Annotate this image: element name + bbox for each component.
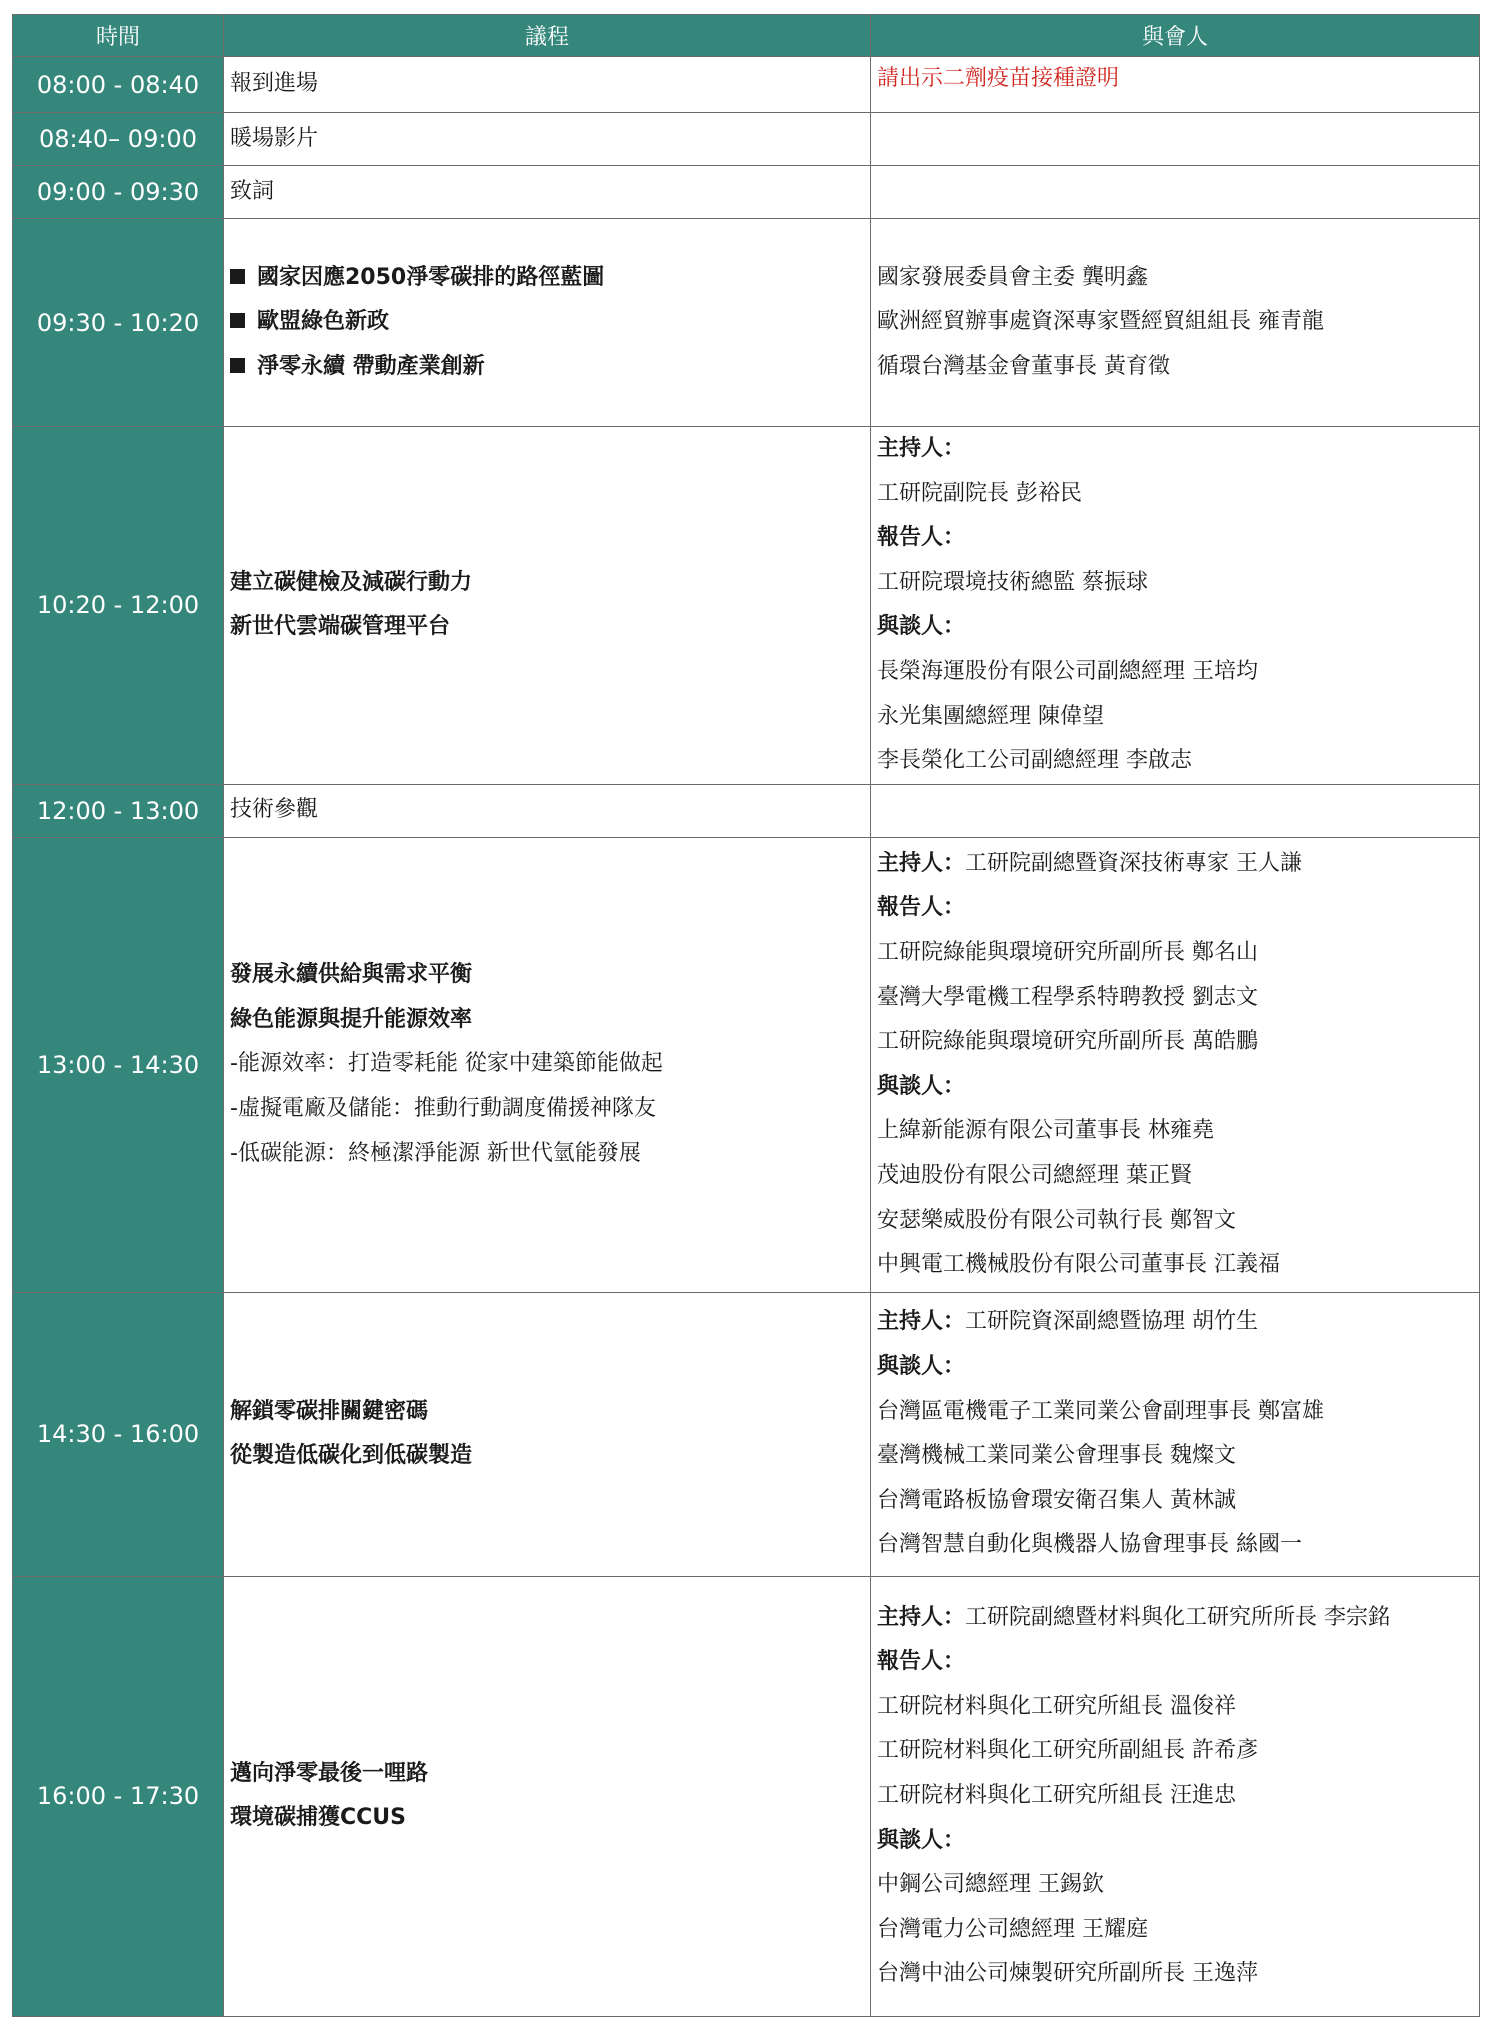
- agenda-cell: [224, 113, 871, 166]
- participants-cell: [871, 113, 1480, 166]
- agenda-cell: [224, 57, 871, 113]
- participant-line: [877, 1479, 1473, 1524]
- line-text: 邁向淨零最後一哩路: [230, 1760, 429, 1786]
- line-text: 上緯新能源有限公司董事長 林雍堯: [877, 1118, 1214, 1144]
- participant-line: [877, 1390, 1473, 1435]
- participants-cell: [871, 166, 1480, 219]
- participant-line: [877, 739, 1473, 784]
- time-cell: 09:00 - 09:30: [13, 166, 224, 219]
- line-text: 工研院副總暨材料與化工研究所所長 李宗銘: [965, 1604, 1391, 1630]
- agenda-item: [230, 561, 864, 606]
- square-bullet-icon: [230, 269, 245, 284]
- time-cell: 08:40– 09:00: [13, 113, 224, 166]
- participant-line: [877, 1065, 1473, 1110]
- time-cell: 09:30 - 10:20: [13, 219, 224, 427]
- agenda-item: [230, 1752, 864, 1797]
- line-text: 發展永續供給與需求平衡: [230, 962, 473, 988]
- agenda-cell: [224, 219, 871, 427]
- participant-line: [877, 1243, 1473, 1288]
- agenda-item: [230, 1132, 864, 1177]
- line-text: 與談人：: [877, 614, 966, 640]
- line-text: 歐洲經貿辦事處資深專家暨經貿組組長 雍青龍: [877, 309, 1324, 335]
- line-text: 國家發展委員會主委 龔明鑫: [877, 264, 1148, 290]
- participant-line: [877, 1109, 1473, 1154]
- agenda-item: [230, 605, 864, 650]
- participant-line: [877, 1774, 1473, 1819]
- participants-cell: [871, 57, 1480, 113]
- line-text: 工研院綠能與環境研究所副所長 萬皓鵬: [877, 1029, 1258, 1055]
- line-text: 工研院材料與化工研究所副組長 許希彥: [877, 1738, 1258, 1764]
- participant-line: [877, 1020, 1473, 1065]
- participant-line: [877, 1523, 1473, 1568]
- agenda-item: [230, 300, 864, 345]
- line-text: 國家因應2050淨零碳排的路徑藍圖: [257, 264, 605, 290]
- line-text: 中興電工機械股份有限公司董事長 江義福: [877, 1252, 1280, 1278]
- participants-cell: [871, 784, 1480, 837]
- table-row: [13, 1292, 1480, 1576]
- line-text: 工研院材料與化工研究所組長 溫俊祥: [877, 1693, 1236, 1719]
- line-text: 與談人：: [877, 1827, 966, 1853]
- line-text: 報告人：: [877, 1649, 966, 1675]
- participant-line: [877, 516, 1473, 561]
- line-text: 技術參觀: [230, 797, 319, 823]
- participant-line: [877, 427, 1473, 472]
- line-text: 解鎖零碳排關鍵密碼: [230, 1398, 429, 1424]
- agenda-item: [230, 256, 864, 301]
- table-row: [13, 57, 1480, 113]
- table-row: [13, 427, 1480, 785]
- line-text: 永光集團總經理 陳偉望: [877, 703, 1104, 729]
- line-text: 報告人：: [877, 525, 966, 551]
- time-cell: 12:00 - 13:00: [13, 784, 224, 837]
- agenda-cell: [224, 837, 871, 1292]
- line-text: 與談人：: [877, 1354, 966, 1380]
- line-text: 台灣電路板協會環安衛召集人 黃林誠: [877, 1487, 1236, 1513]
- table-row: [13, 837, 1480, 1292]
- participants-cell: [871, 427, 1480, 785]
- table-row: [13, 219, 1480, 427]
- participant-line: [877, 695, 1473, 740]
- line-text: 建立碳健檢及減碳行動力: [230, 569, 473, 595]
- line-text: -低碳能源：終極潔淨能源 新世代氫能發展: [230, 1140, 641, 1166]
- line-text: 茂迪股份有限公司總經理 葉正賢: [877, 1162, 1192, 1188]
- participant-line: [877, 1154, 1473, 1199]
- participant-line: [877, 300, 1473, 345]
- line-text: -虛擬電廠及儲能：推動行動調度備援神隊友: [230, 1096, 656, 1122]
- agenda-item: [230, 170, 864, 215]
- table-row: [13, 1576, 1480, 2016]
- participant-line: [877, 1199, 1473, 1244]
- participants-cell: [871, 1292, 1480, 1576]
- participant-line: [877, 886, 1473, 931]
- line-text: 暖場影片: [230, 125, 319, 151]
- line-text: 新世代雲端碳管理平台: [230, 614, 451, 640]
- line-text: 工研院資深副總暨協理 胡竹生: [965, 1309, 1259, 1335]
- participants-cell: [871, 837, 1480, 1292]
- participant-line: [877, 650, 1473, 695]
- line-text: 工研院綠能與環境研究所副所長 鄭名山: [877, 939, 1258, 965]
- line-text: 李長榮化工公司副總經理 李啟志: [877, 748, 1192, 774]
- line-text: 環境碳捕獲CCUS: [230, 1805, 407, 1831]
- participant-line: [877, 472, 1473, 517]
- table-row: [13, 113, 1480, 166]
- participant-line: [877, 842, 1473, 887]
- agenda-item: [230, 998, 864, 1043]
- header-row: [13, 15, 1480, 57]
- line-text: 臺灣機械工業同業公會理事長 魏燦文: [877, 1443, 1236, 1469]
- agenda-table: [12, 14, 1480, 2017]
- role-label: 主持人：: [877, 1604, 966, 1630]
- agenda-item: [230, 345, 864, 390]
- line-text: 報告人：: [877, 895, 966, 921]
- participants-cell: [871, 219, 1480, 427]
- role-label: 主持人：: [877, 850, 966, 876]
- line-text: 工研院環境技術總監 蔡振球: [877, 569, 1148, 595]
- participant-line: [877, 345, 1473, 390]
- agenda-item: [230, 62, 864, 107]
- agenda-cell: [224, 1292, 871, 1576]
- participant-line: [877, 1300, 1473, 1345]
- participant-line: [877, 1863, 1473, 1908]
- line-text: 請出示二劑疫苗接種證明: [877, 66, 1120, 91]
- participant-line: [877, 1640, 1473, 1685]
- time-cell: 13:00 - 14:30: [13, 837, 224, 1292]
- agenda-item: [230, 1087, 864, 1132]
- table-row: [13, 166, 1480, 219]
- line-text: 工研院副院長 彭裕民: [877, 480, 1082, 506]
- time-cell: 10:20 - 12:00: [13, 427, 224, 785]
- agenda-item: [230, 1390, 864, 1435]
- line-text: 綠色能源與提升能源效率: [230, 1006, 473, 1032]
- line-text: 歐盟綠色新政: [257, 309, 390, 335]
- participant-line: [877, 1434, 1473, 1479]
- line-text: 台灣區電機電子工業同業公會副理事長 鄭富雄: [877, 1398, 1324, 1424]
- participant-line: [877, 57, 1473, 102]
- line-text: 台灣電力公司總經理 王耀庭: [877, 1916, 1148, 1942]
- agenda-item: [230, 1796, 864, 1841]
- agenda-cell: [224, 166, 871, 219]
- time-cell: 16:00 - 17:30: [13, 1576, 224, 2016]
- line-text: 工研院副總暨資深技術專家 王人謙: [965, 850, 1303, 876]
- table-row: [13, 784, 1480, 837]
- agenda-item: [230, 953, 864, 998]
- line-text: -能源效率：打造零耗能 從家中建築節能做起: [230, 1051, 663, 1077]
- agenda-item: [230, 1042, 864, 1087]
- line-text: 中鋼公司總經理 王錫欽: [877, 1872, 1104, 1898]
- participant-line: [877, 256, 1473, 301]
- participant-line: [877, 976, 1473, 1021]
- participant-line: [877, 1596, 1473, 1641]
- agenda-item: [230, 1434, 864, 1479]
- participant-line: [877, 1345, 1473, 1390]
- line-text: 與談人：: [877, 1073, 966, 1099]
- header-time: 時間: [13, 15, 224, 57]
- participant-line: [877, 605, 1473, 650]
- line-text: 工研院材料與化工研究所組長 汪進忠: [877, 1782, 1236, 1808]
- line-text: 致詞: [230, 178, 275, 204]
- participant-line: [877, 1908, 1473, 1953]
- agenda-item: [230, 117, 864, 162]
- agenda-cell: [224, 427, 871, 785]
- agenda-item: [230, 788, 864, 833]
- table-body: [13, 57, 1480, 2017]
- line-text: 主持人：: [877, 436, 966, 461]
- participant-line: [877, 1729, 1473, 1774]
- time-cell: 14:30 - 16:00: [13, 1292, 224, 1576]
- participants-cell: [871, 1576, 1480, 2016]
- agenda-cell: [224, 784, 871, 837]
- participant-line: [877, 1685, 1473, 1730]
- header-agenda: 議程: [224, 15, 871, 57]
- line-text: 台灣智慧自動化與機器人協會理事長 絲國一: [877, 1532, 1302, 1558]
- line-text: 安瑟樂威股份有限公司執行長 鄭智文: [877, 1207, 1236, 1233]
- line-text: 循環台灣基金會董事長 黃育徵: [877, 353, 1170, 379]
- agenda-cell: [224, 1576, 871, 2016]
- line-text: 報到進場: [230, 71, 319, 97]
- participant-line: [877, 561, 1473, 606]
- role-label: 主持人：: [877, 1309, 966, 1335]
- line-text: 臺灣大學電機工程學系特聘教授 劉志文: [877, 984, 1258, 1010]
- participant-line: [877, 1952, 1473, 1997]
- table-header: [13, 15, 1480, 57]
- time-cell: 08:00 - 08:40: [13, 57, 224, 113]
- participant-line: [877, 1819, 1473, 1864]
- line-text: 淨零永續 帶動產業創新: [257, 353, 485, 379]
- header-participants: 與會人: [871, 15, 1480, 57]
- line-text: 從製造低碳化到低碳製造: [230, 1443, 473, 1469]
- square-bullet-icon: [230, 358, 245, 373]
- participant-line: [877, 931, 1473, 976]
- line-text: 長榮海運股份有限公司副總經理 王培均: [877, 658, 1258, 684]
- line-text: 台灣中油公司煉製研究所副所長 王逸萍: [877, 1961, 1258, 1987]
- square-bullet-icon: [230, 313, 245, 328]
